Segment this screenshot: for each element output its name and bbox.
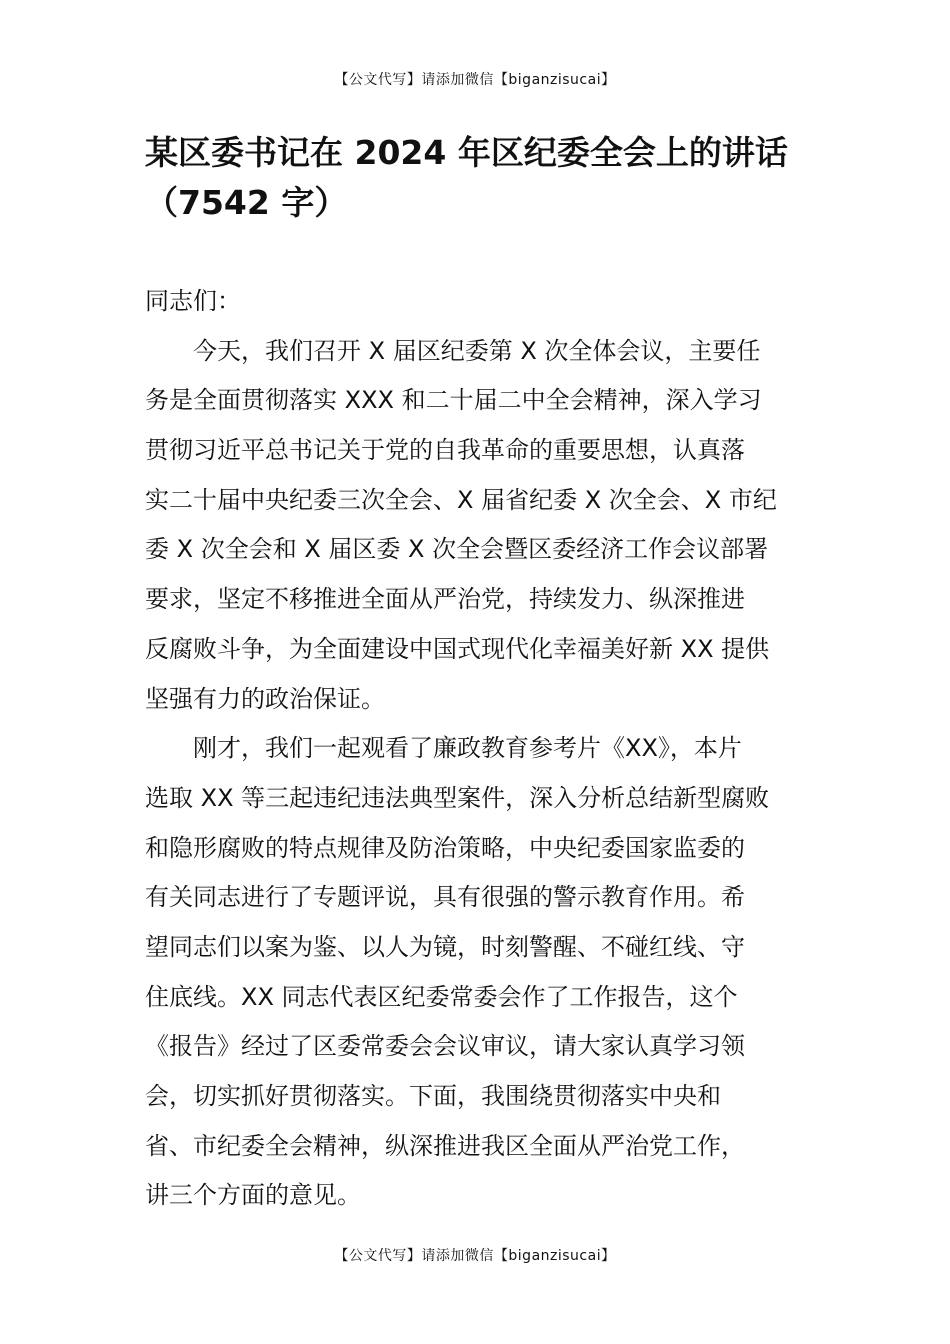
paragraph-line: 讲三个方面的意见。	[145, 1181, 361, 1210]
paragraph-line: 会，切实抓好贯彻落实。下面，我围绕贯彻落实中央和	[145, 1082, 721, 1110]
paragraph-line: 要求，坚定不移推进全面从严治党，持续发力、纵深推进	[145, 585, 745, 614]
paragraph-line: 委 X 次全会和 X 届区委 X 次全会暨区委经济工作会议部署	[145, 535, 769, 564]
document-body	[145, 277, 825, 1221]
paragraph-1	[145, 327, 825, 725]
paragraph-line: 选取 XX 等三起违纪违法典型案件，深入分析总结新型腐败	[145, 783, 770, 812]
paragraph-line: 和隐形腐败的特点规律及防治策略，中央纪委国家监委的	[145, 833, 745, 862]
document-title	[145, 128, 825, 228]
paragraph-line: 望同志们以案为鉴、以人为镜，时刻警醒、不碰红线、守	[145, 932, 745, 961]
paragraph-2	[145, 724, 825, 1221]
footer-watermark-note: 【公文代写】请添加微信【biganzisucai】	[334, 1248, 616, 1264]
paragraph-line: 反腐败斗争，为全面建设中国式现代化幸福美好新 XX 提供	[145, 634, 770, 663]
paragraph-line: 实二十届中央纪委三次全会、X 届省纪委 X 次全会、X 市纪	[145, 485, 777, 514]
header-watermark-note: 【公文代写】请添加微信【biganzisucai】	[334, 72, 616, 88]
paragraph-line: 刚才，我们一起观看了廉政教育参考片《XX》，本片	[193, 734, 742, 763]
paragraph-line: 务是全面贯彻落实 XXX 和二十届二中全会精神，深入学习	[145, 386, 762, 415]
paragraph-line: 《报告》经过了区委常委会会议审议，请大家认真学习领	[145, 1032, 745, 1061]
paragraph-line: 贯彻习近平总书记关于党的自我革命的重要思想，认真落	[145, 436, 745, 465]
paragraph-line: 有关同志进行了专题评说，具有很强的警示教育作用。希	[145, 883, 745, 912]
paragraph-line: 省、市纪委全会精神，纵深推进我区全面从严治党工作，	[145, 1131, 745, 1160]
salutation: 同志们：	[145, 287, 241, 315]
paragraph-line: 今天，我们召开 X 届区纪委第 X 次全体会议，主要任	[193, 336, 761, 365]
paragraph-line: 坚强有力的政治保证。	[145, 684, 385, 713]
title-line-1: 某区委书记在 2024 年区纪委全会上的讲话	[145, 133, 788, 172]
paragraph-line: 住底线。XX 同志代表区纪委常委会作了工作报告，这个	[145, 982, 738, 1011]
title-line-2: （7542 字）	[145, 183, 348, 222]
